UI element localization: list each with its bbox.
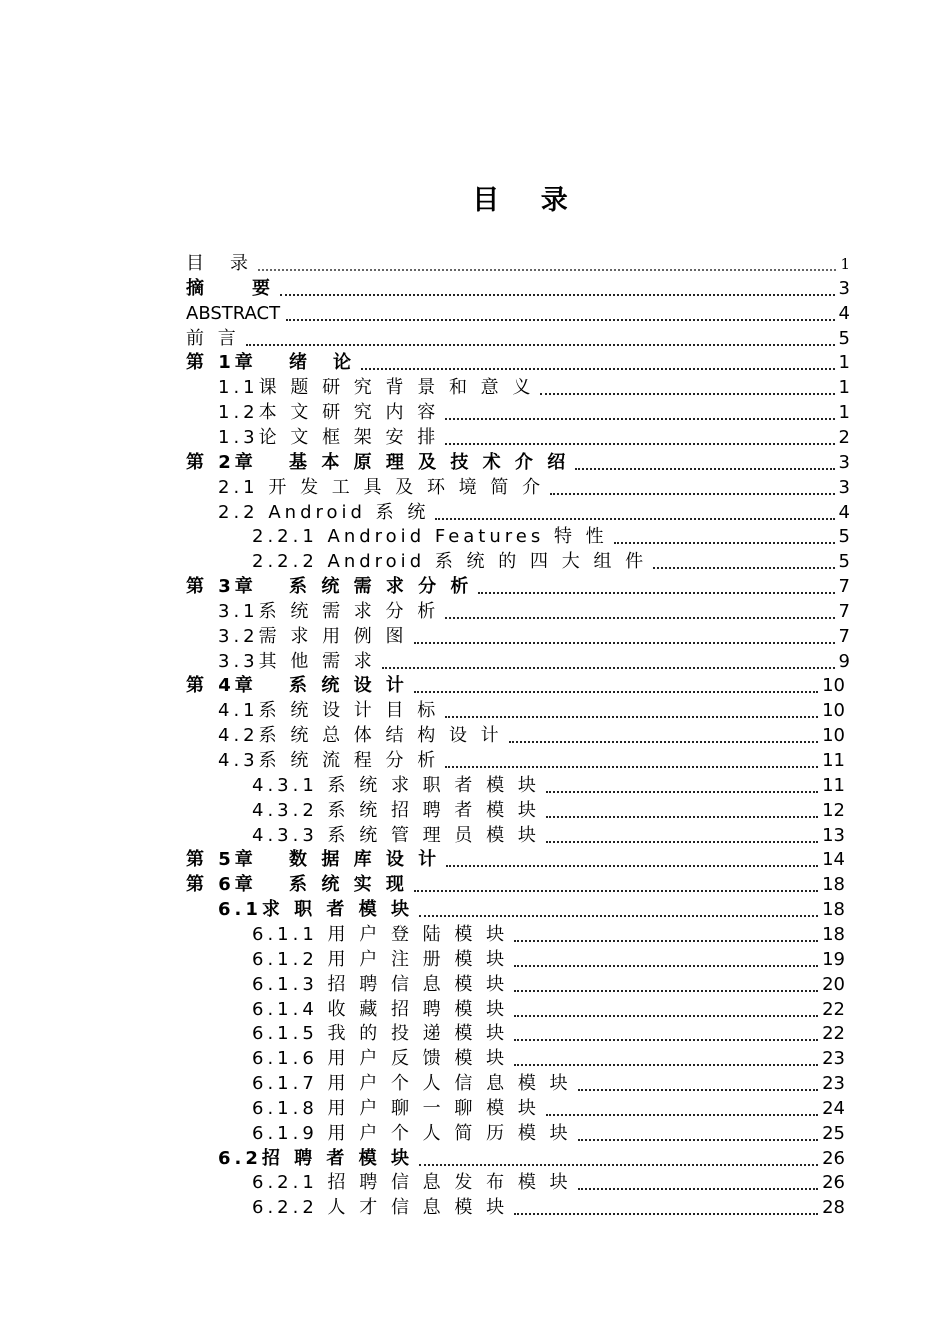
toc-dot-leader — [653, 567, 834, 569]
toc-entry[interactable] — [218, 722, 845, 747]
toc-dot-leader — [414, 890, 818, 892]
toc-page-number: 19 — [822, 948, 845, 970]
toc-page-number: 7 — [838, 625, 850, 647]
toc-entry[interactable] — [252, 1095, 845, 1120]
toc-entry[interactable] — [252, 1194, 845, 1219]
toc-entry-label: 6.2.1 招 聘 信 息 发 布 模 块 — [252, 1172, 572, 1194]
toc-page-number: 22 — [822, 998, 845, 1020]
toc-entry[interactable] — [252, 971, 845, 996]
toc-page-number: 10 — [822, 725, 845, 747]
toc-entry-label: 第 2章 基 本 原 理 及 技 术 介 绍 — [186, 451, 570, 473]
toc-entry-label: 1.3论 文 框 架 安 排 — [218, 426, 440, 448]
toc-entry-label: 6.2招 聘 者 模 块 — [218, 1147, 413, 1169]
toc-entry[interactable] — [218, 623, 850, 648]
toc-entry-label: 2.2 Android 系 统 — [218, 501, 430, 523]
toc-entry-label: ABSTRACT — [186, 302, 281, 324]
toc-page-number: 11 — [822, 750, 845, 771]
toc-dot-leader — [419, 1164, 818, 1166]
toc-page-number: 7 — [838, 576, 850, 598]
toc-dot-leader — [445, 766, 818, 768]
toc-dot-leader — [414, 691, 818, 693]
toc-page-number: 1 — [838, 377, 850, 399]
toc-entry[interactable] — [186, 672, 845, 697]
toc-dot-leader — [546, 841, 818, 843]
toc-page-number: 5 — [838, 551, 850, 573]
toc-entry-label: 2.2.1 Android Features 特 性 — [252, 526, 608, 548]
toc-dot-leader — [246, 344, 835, 346]
toc-page-number: 1 — [840, 255, 850, 273]
toc-dot-leader — [514, 965, 818, 967]
toc-entry-label: 6.1.5 我 的 投 递 模 块 — [252, 1023, 509, 1045]
toc-entry-label: 6.2.2 人 才 信 息 模 块 — [252, 1197, 509, 1219]
toc-entry[interactable] — [186, 250, 850, 275]
toc-entry-label: 6.1.4 收 藏 招 聘 模 块 — [252, 998, 509, 1020]
toc-entry[interactable] — [218, 374, 850, 399]
toc-entry[interactable] — [186, 325, 850, 350]
toc-page-number: 26 — [822, 1147, 845, 1169]
toc-dot-leader — [478, 592, 834, 594]
toc-dot-leader — [514, 1039, 818, 1041]
toc-dot-leader — [445, 443, 834, 445]
toc-dot-leader — [258, 269, 836, 271]
toc-entry[interactable] — [252, 1120, 845, 1145]
toc-entry-label: 6.1.6 用 户 反 馈 模 块 — [252, 1048, 509, 1070]
toc-page-number: 20 — [822, 973, 845, 995]
toc-entry[interactable] — [218, 598, 850, 623]
toc-entry-label: 目 录 — [186, 253, 252, 274]
toc-dot-leader — [514, 990, 818, 992]
toc-page-number: 12 — [822, 799, 845, 821]
toc-entry-label: 3.2需 求 用 例 图 — [218, 625, 408, 647]
toc-page-number: 5 — [838, 327, 850, 349]
toc-dot-leader — [445, 716, 818, 718]
toc-page-number: 10 — [822, 700, 845, 722]
toc-entry-label: 第 5章 数 据 库 设 计 — [186, 849, 441, 871]
toc-entry-label: 6.1.2 用 户 注 册 模 块 — [252, 948, 509, 970]
toc-entry[interactable] — [252, 822, 845, 847]
toc-page-number: 1 — [838, 402, 850, 424]
toc-page-number: 10 — [822, 675, 845, 697]
toc-dot-leader — [514, 1213, 818, 1215]
toc-entry[interactable] — [252, 921, 845, 946]
toc-entry-label: 6.1.7 用 户 个 人 信 息 模 块 — [252, 1073, 572, 1095]
page-title: 目 录 — [472, 185, 584, 216]
toc-page-number: 11 — [822, 774, 845, 796]
toc-page-number: 25 — [822, 1122, 845, 1144]
toc-page-number: 24 — [822, 1097, 845, 1119]
toc-entry[interactable] — [186, 573, 850, 598]
toc-dot-leader — [550, 493, 834, 495]
toc-dot-leader — [446, 865, 818, 867]
toc-entry[interactable] — [252, 797, 845, 822]
toc-dot-leader — [414, 642, 835, 644]
toc-dot-leader — [578, 1188, 819, 1190]
toc-entry[interactable] — [252, 1070, 845, 1095]
toc-entry-label: 3.3其 他 需 求 — [218, 650, 376, 672]
toc-entry[interactable] — [252, 1169, 845, 1194]
toc-dot-leader — [361, 368, 834, 370]
toc-page-number: 13 — [822, 824, 845, 846]
toc-entry-label: 摘 要 — [186, 277, 274, 299]
toc-entry[interactable] — [218, 399, 850, 424]
toc-entry[interactable] — [186, 871, 845, 896]
toc-entry[interactable] — [218, 697, 845, 722]
toc-dot-leader — [445, 617, 834, 619]
toc-entry-label: 4.1系 统 设 计 目 标 — [218, 700, 440, 722]
toc-dot-leader — [514, 1064, 818, 1066]
toc-entry[interactable] — [218, 474, 850, 499]
toc-dot-leader — [280, 294, 835, 296]
toc-entry-label: 4.3系 统 流 程 分 析 — [218, 750, 440, 771]
toc-entry-label: 6.1求 职 者 模 块 — [218, 899, 413, 921]
toc-dot-leader — [578, 1139, 819, 1141]
toc-dot-leader — [546, 1114, 818, 1116]
toc-entry-label: 6.1.8 用 户 聊 一 聊 模 块 — [252, 1097, 540, 1119]
toc-entry-label: 3.1系 统 需 求 分 析 — [218, 600, 440, 622]
toc-entry-label: 第 3章 系 统 需 求 分 析 — [186, 576, 473, 598]
toc-page-number: 28 — [822, 1197, 845, 1219]
toc-page-number: 18 — [822, 923, 845, 945]
toc-entry[interactable] — [186, 349, 850, 374]
toc-page-number: 3 — [838, 451, 850, 473]
toc-page-number: 23 — [822, 1048, 845, 1070]
toc-page-number: 18 — [822, 899, 845, 921]
toc-entry[interactable] — [252, 1045, 845, 1070]
toc-dot-leader — [445, 418, 834, 420]
toc-dot-leader — [514, 1015, 818, 1017]
toc-entry[interactable] — [218, 648, 850, 673]
toc-page-number: 5 — [838, 526, 850, 548]
toc-entry-label: 4.3.3 系 统 管 理 员 模 块 — [252, 824, 540, 846]
toc-dot-leader — [540, 393, 834, 395]
toc-entry-label: 6.1.1 用 户 登 陆 模 块 — [252, 923, 509, 945]
toc-dot-leader — [578, 1089, 819, 1091]
toc-entry[interactable] — [252, 1020, 845, 1045]
toc-entry[interactable] — [186, 275, 850, 300]
toc-page-number: 14 — [822, 849, 845, 871]
toc-page-number: 4 — [838, 501, 850, 523]
toc-page-number: 9 — [838, 650, 850, 672]
toc-entry-label: 4.2系 统 总 体 结 构 设 计 — [218, 725, 503, 747]
toc-entry-label: 1.1课 题 研 究 背 景 和 意 义 — [218, 377, 535, 399]
toc-entry-label: 6.1.3 招 聘 信 息 模 块 — [252, 973, 509, 995]
toc-entry[interactable] — [218, 747, 845, 772]
toc-dot-leader — [614, 542, 835, 544]
toc-dot-leader — [419, 915, 818, 917]
toc-entry-label: 4.3.1 系 统 求 职 者 模 块 — [252, 774, 540, 796]
toc-entry-label: 1.2本 文 研 究 内 容 — [218, 402, 440, 424]
toc-entry-label: 2.2.2 Android 系 统 的 四 大 组 件 — [252, 551, 648, 573]
toc-page-number: 2 — [838, 426, 850, 448]
toc-dot-leader — [509, 741, 818, 743]
toc-entry[interactable] — [218, 896, 845, 921]
toc-entry[interactable] — [186, 300, 850, 325]
toc-entry[interactable] — [252, 523, 850, 548]
toc-entry[interactable] — [218, 424, 850, 449]
toc-dot-leader — [286, 319, 834, 321]
toc-entry-label: 第 6章 系 统 实 现 — [186, 874, 408, 896]
toc-entry[interactable] — [252, 772, 845, 797]
toc-page-number: 3 — [838, 476, 850, 498]
toc-page-number: 4 — [838, 302, 850, 324]
toc-entry[interactable] — [252, 946, 845, 971]
toc-page-number: 18 — [822, 874, 845, 896]
toc-dot-leader — [382, 667, 835, 669]
toc-entry[interactable] — [218, 499, 850, 524]
toc-entry-label: 第 4章 系 统 设 计 — [186, 675, 408, 697]
toc-entry[interactable] — [252, 548, 850, 573]
toc-dot-leader — [546, 791, 818, 793]
toc-dot-leader — [435, 518, 834, 520]
toc-entry[interactable] — [252, 996, 845, 1021]
toc-entry-label: 2.1 开 发 工 具 及 环 境 简 介 — [218, 476, 545, 498]
toc-page-number: 26 — [822, 1172, 845, 1194]
toc-page-number: 23 — [822, 1073, 845, 1095]
toc-entry-label: 6.1.9 用 户 个 人 简 历 模 块 — [252, 1122, 572, 1144]
toc-page-number: 1 — [838, 352, 850, 374]
toc-dot-leader — [575, 468, 834, 470]
toc-page-number: 3 — [838, 277, 850, 299]
toc-entry[interactable] — [186, 846, 845, 871]
toc-entry-label: 前 言 — [186, 327, 240, 349]
toc-entry[interactable] — [218, 1145, 845, 1170]
toc-dot-leader — [514, 940, 818, 942]
toc-page-number: 7 — [838, 600, 850, 622]
toc-page-number: 22 — [822, 1023, 845, 1045]
toc-dot-leader — [546, 816, 818, 818]
toc-entry-label: 4.3.2 系 统 招 聘 者 模 块 — [252, 799, 540, 821]
toc-entry-label: 第 1章 绪 论 — [186, 352, 356, 374]
toc-entry[interactable] — [186, 449, 850, 474]
